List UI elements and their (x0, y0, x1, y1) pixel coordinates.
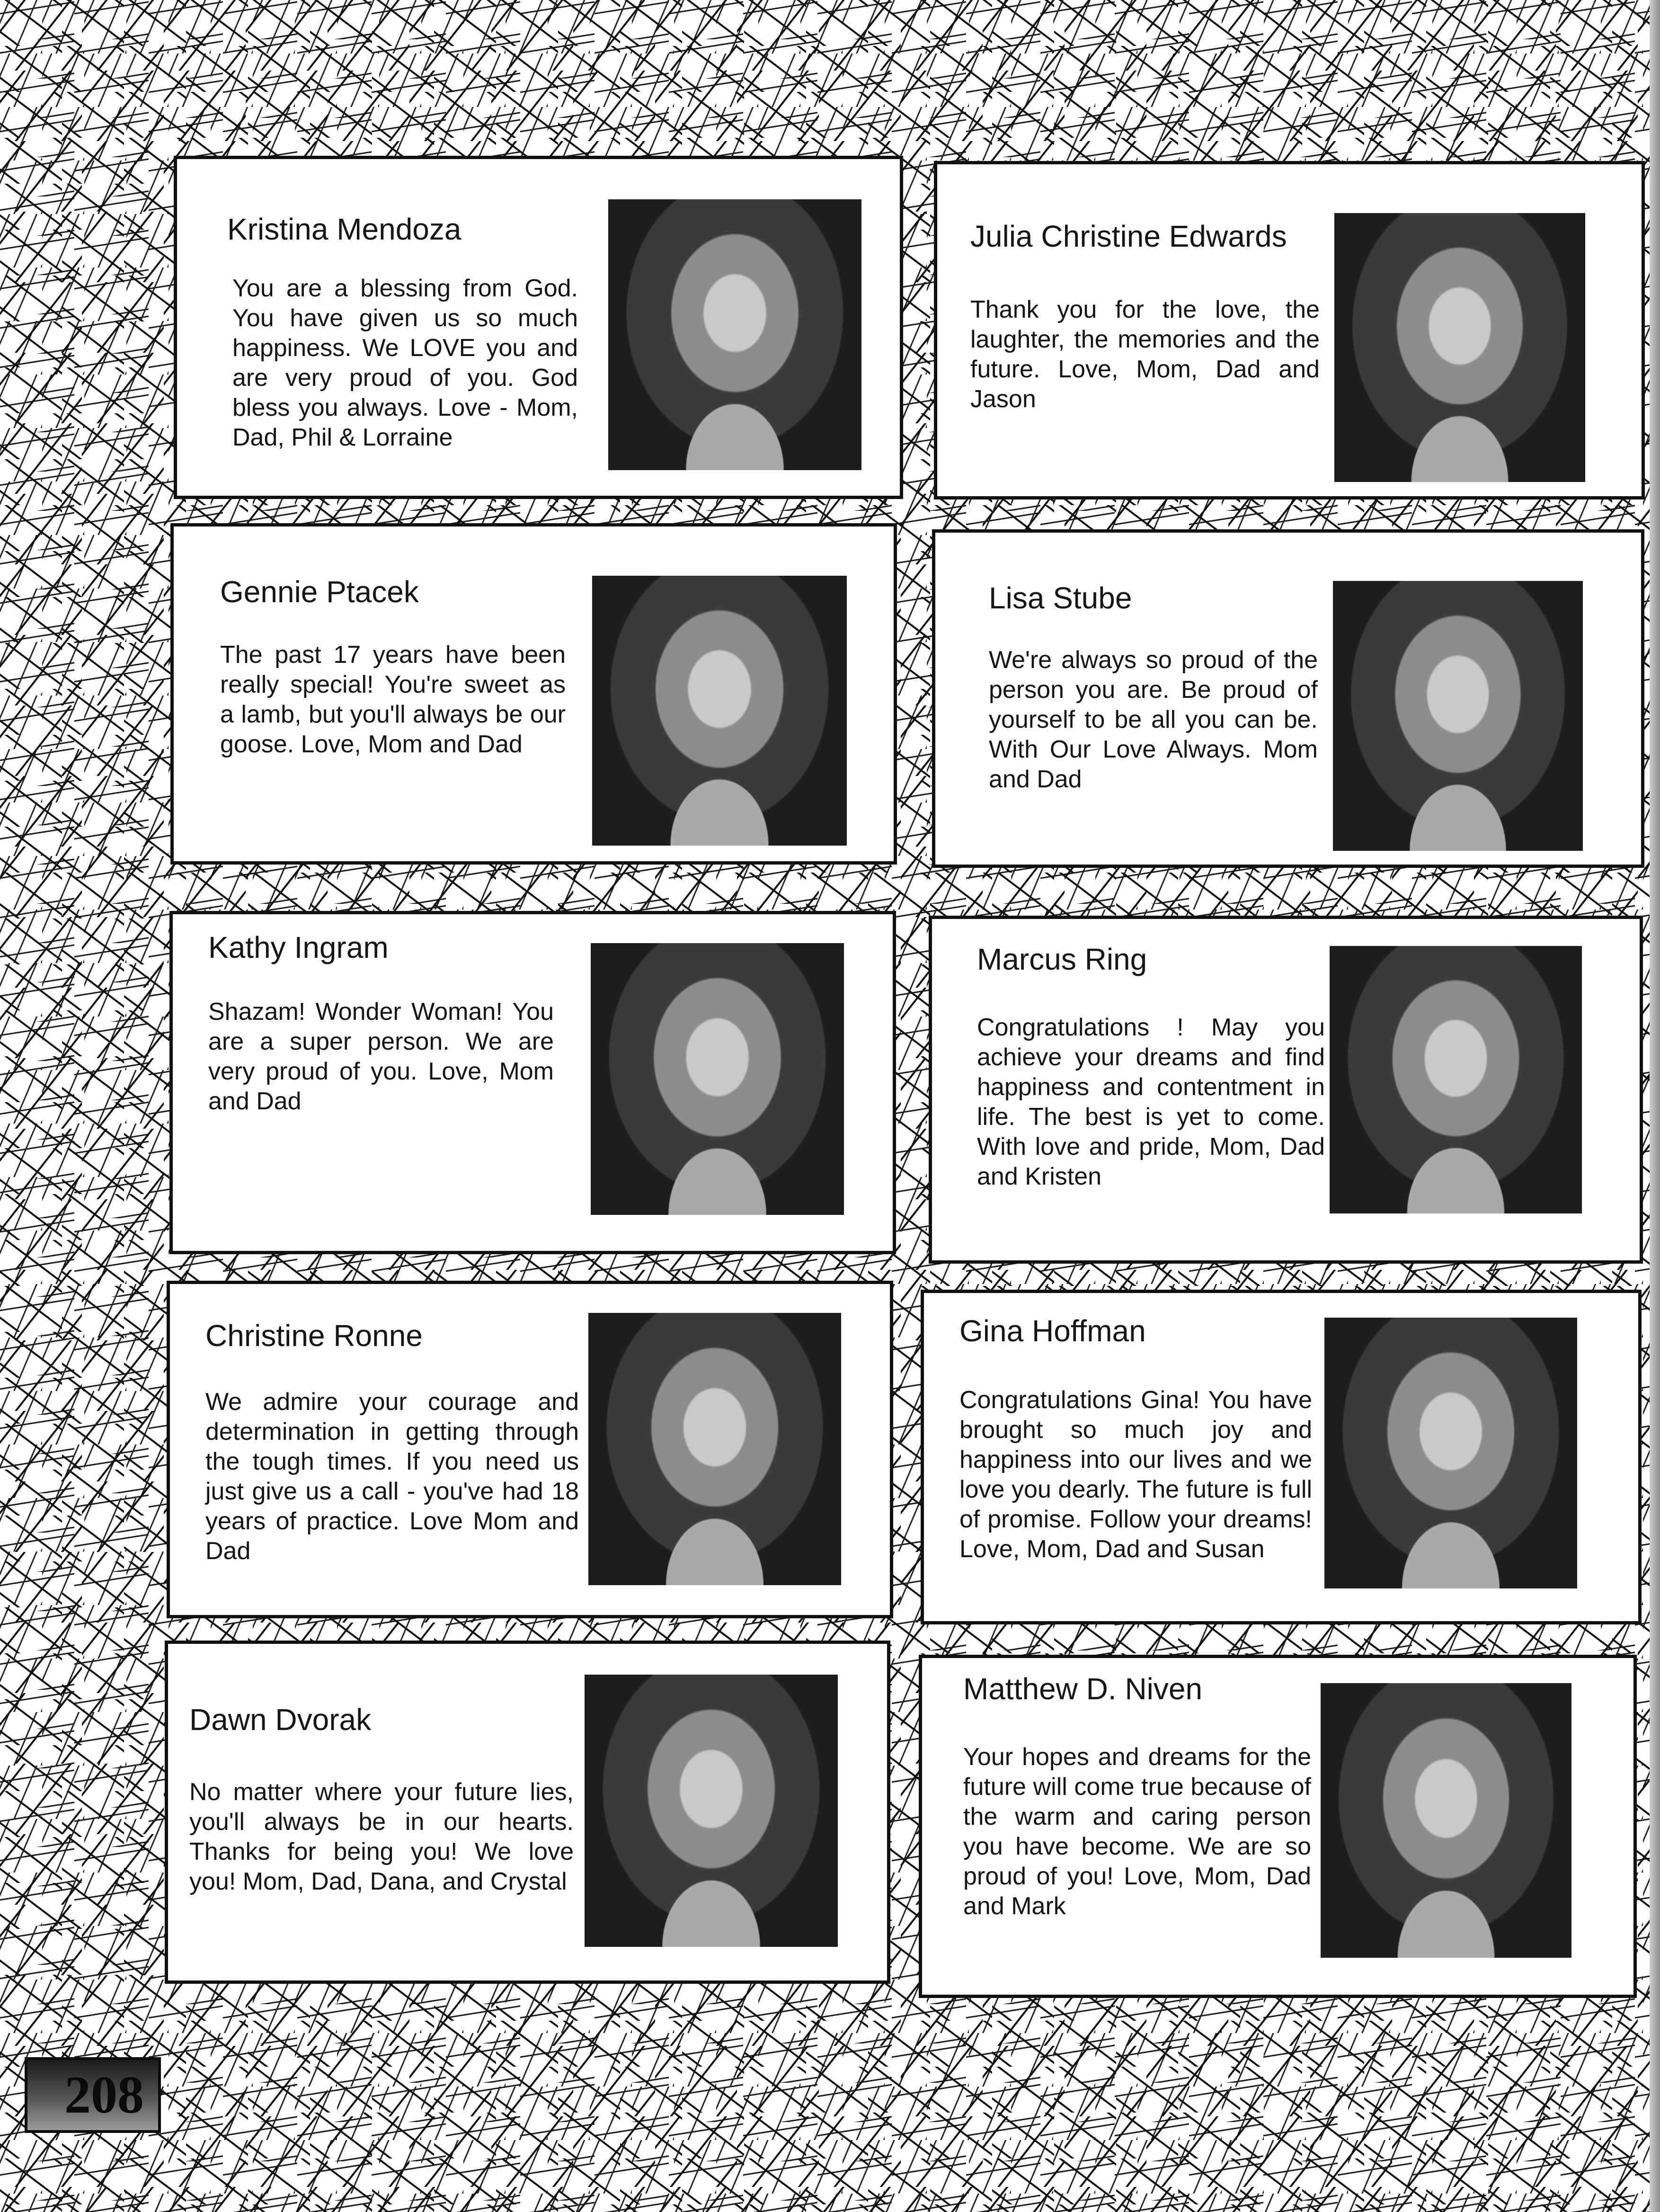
tribute-card-gina-hoffman (921, 1290, 1642, 1624)
tribute-name: Julia Christine Edwards (970, 219, 1287, 253)
tribute-photo (608, 199, 861, 470)
tribute-name: Marcus Ring (977, 942, 1147, 976)
tribute-photo (1321, 1683, 1571, 1958)
page-number: 208 (64, 2066, 144, 2124)
tribute-message: Your hopes and dreams for the future will come true because of the warm and caring person you have become. We are so proud of you! Love, Mom, Dad and Mark (963, 1743, 1311, 1920)
tribute-card-marcus-ring (929, 916, 1643, 1264)
tribute-card-matthew-d-niven (919, 1655, 1637, 1998)
tribute-message: Congratulations ! May you achieve your dreams and find happiness and contentment in life. The best is yet to come. With love and pride, Mom, Dad and Kristen (977, 1014, 1325, 1190)
tribute-message: Shazam! Wonder Woman! You are a super person. We are very proud of you. Love, Mom and Dad (208, 998, 554, 1115)
tribute-name: Gina Hoffman (959, 1314, 1146, 1348)
tribute-name: Kathy Ingram (208, 930, 389, 964)
tribute-name: Christine Ronne (205, 1319, 423, 1353)
tribute-card-kathy-ingram (169, 911, 896, 1254)
tribute-photo (1334, 213, 1585, 482)
tribute-message: Congratulations Gina! You have brought so much joy and happiness into our lives and we love you dearly. The future is full of promise. Follow your dreams! Love, Mom, Dad and Susan (959, 1386, 1312, 1563)
tribute-photo (592, 576, 847, 846)
tribute-message: Thank you for the love, the laughter, the memories and the future. Love, Mom, Dad and Jason (970, 296, 1320, 413)
tribute-photo (1324, 1318, 1577, 1588)
tribute-card-dawn-dvorak (165, 1641, 890, 1984)
tribute-message: We're always so proud of the person you are. Be proud of yourself to be all you can be. With Our Love Always. Mom and Dad (989, 646, 1318, 793)
tribute-card-julia-christine-edwards (934, 161, 1645, 499)
tribute-card-kristina-mendoza (174, 156, 903, 499)
page-edge-shadow (1650, 0, 1660, 2212)
tribute-name: Gennie Ptacek (220, 575, 419, 609)
tribute-photo (588, 1313, 841, 1585)
tribute-photo (585, 1675, 838, 1947)
tribute-photo (591, 943, 844, 1215)
tribute-name: Matthew D. Niven (963, 1672, 1203, 1706)
tribute-message: No matter where your future lies, you'll always be in our hearts. Thanks for being you! We love you! Mom, Dad, Dana, and Crystal (189, 1778, 574, 1895)
tribute-photo (1330, 946, 1582, 1213)
tribute-name: Lisa Stube (989, 581, 1132, 615)
tribute-message: You are a blessing from God. You have given us so much happiness. We LOVE you and are very proud of you. God bless you always. Love - Mom, Dad, Phil & Lorraine (232, 275, 578, 451)
tribute-name: Kristina Mendoza (227, 212, 462, 246)
tribute-photo (1333, 581, 1583, 851)
tribute-card-gennie-ptacek (170, 523, 897, 865)
tribute-card-lisa-stube (932, 529, 1644, 868)
tribute-card-christine-ronne (167, 1281, 893, 1618)
tribute-message: We admire your courage and determination in getting through the tough times. If you need us just give us a call - you've had 18 years of practice. Love Mom and Dad (205, 1388, 579, 1565)
tribute-name: Dawn Dvorak (189, 1703, 372, 1737)
tribute-message: The past 17 years have been really special! You're sweet as a lamb, but you'll always be our goose. Love, Mom and Dad (220, 641, 566, 758)
